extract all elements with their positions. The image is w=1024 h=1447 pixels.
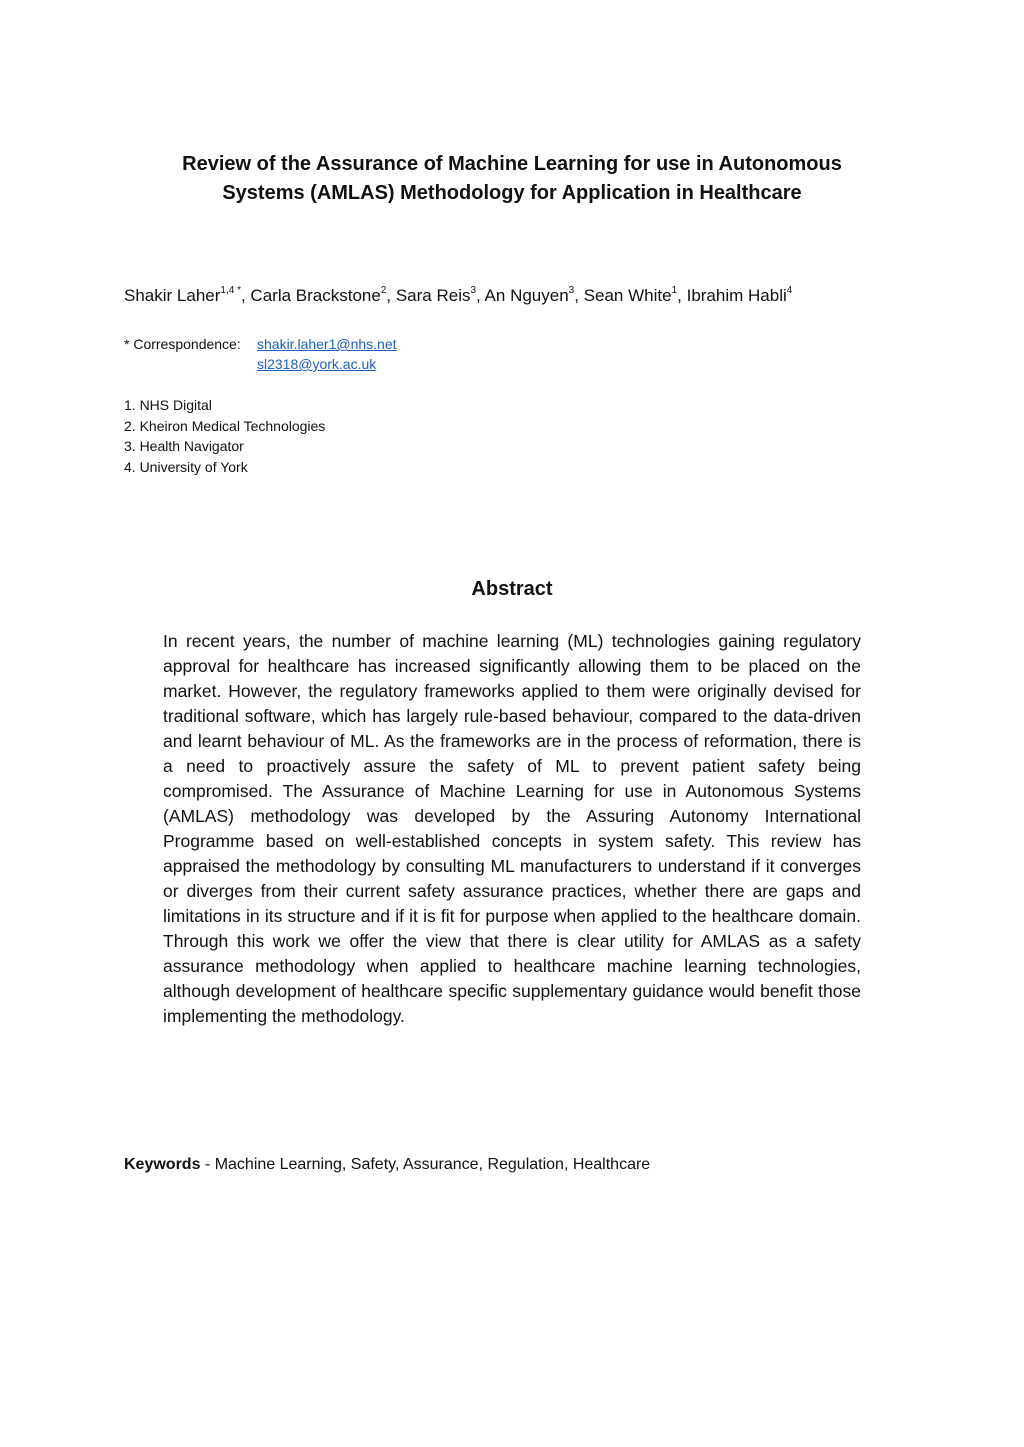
keywords-line <box>124 1154 650 1176</box>
affiliation-item: 2. Kheiron Medical Technologies <box>124 417 326 434</box>
author-affiliation-marker: 1,4 * <box>220 285 241 297</box>
affiliation-item: 3. Health Navigator <box>124 438 244 454</box>
paper-title-line-1: Review of the Assurance of Machine Learning for use in Autonomous <box>182 153 842 175</box>
author-affiliation-marker: 2 <box>380 285 387 297</box>
correspondence-block <box>124 334 397 374</box>
author-affiliation-marker: 4 <box>786 285 793 297</box>
author-name: Carla Brackstone <box>250 286 381 305</box>
keywords-text: Machine Learning, Safety, Assurance, Regulation, Healthcare <box>214 1156 651 1173</box>
affiliation-item: 4. University of York <box>124 458 248 475</box>
author-affiliation-marker: 1 <box>671 285 678 297</box>
correspondence-spacer <box>124 354 257 374</box>
affiliation-list <box>124 395 325 477</box>
correspondence-email-link[interactable]: shakir.laher1@nhs.net <box>257 336 397 352</box>
affiliation-item: 1. NHS Digital <box>124 397 212 413</box>
author-affiliation-marker: 3 <box>470 285 477 297</box>
author-name: Shakir Laher <box>124 286 221 305</box>
abstract-body: In recent years, the number of machine learning (ML) technologies gaining regulatory approval for healthcare has increased significantly allowing them to be placed on the market. However, the regulatory frameworks applied to them were originally devised for traditional software, which has largely rule-based behaviour, compared to the data-driven and learnt behaviour of ML. As the frameworks are in the process of reformation, there is a need to proactively assure the safety of ML to prevent patient safety being compromised. The Assurance of Machine Learning for use in Autonomous Systems (AMLAS) methodology was developed by the Assuring Autonomy International Programme based on well-established concepts in system safety. This review has appraised the methodology by consulting ML manufacturers to understand if it converges or diverges from their current safety assurance practices, whether there are gaps and limitations in its structure and if it is fit for purpose when applied to the healthcare domain. Through this work we offer the view that there is clear utility for AMLAS as a safety assurance methodology when applied to healthcare machine learning technologies, although development of healthcare specific supplementary guidance would benefit those implementing the methodology. <box>163 631 861 1026</box>
author-list: Shakir Laher$^{1,4 *}$, Carla Brackstone$^2$, Sara Reis$^3$, An Nguyen$^3$, Sean White$^1$, Ibrahim Habli$^4$ <box>124 285 793 305</box>
author-name: Ibrahim Habli <box>686 286 787 305</box>
author-name: Sara Reis <box>395 286 471 305</box>
keywords-label: Keywords <box>124 1156 201 1173</box>
keywords-separator: - <box>200 1156 215 1173</box>
abstract-heading: Abstract <box>471 578 553 600</box>
correspondence-email-link[interactable]: sl2318@york.ac.uk <box>257 356 377 372</box>
author-affiliation-marker: 3 <box>568 285 575 297</box>
author-name: An Nguyen <box>484 286 569 305</box>
author-name: Sean White <box>583 286 672 305</box>
paper-title <box>112 150 912 208</box>
correspondence-label: * Correspondence: <box>124 336 241 352</box>
paper-title-line-2: Systems (AMLAS) Methodology for Application in Healthcare <box>222 182 802 204</box>
